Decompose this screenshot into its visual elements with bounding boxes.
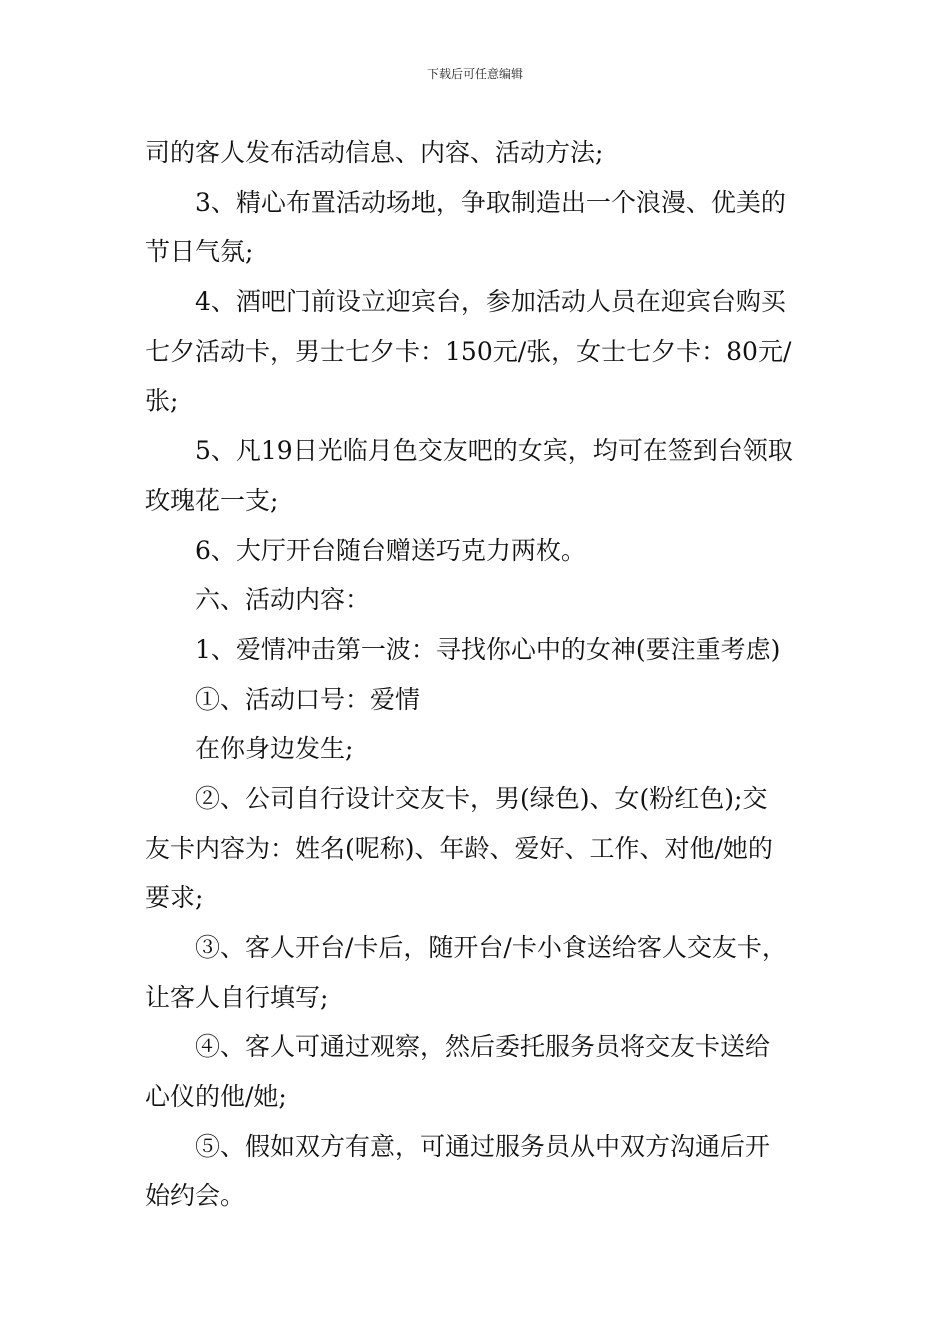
text-line: ④、客人可通过观察，然后委托服务员将交友卡送给 <box>195 1032 771 1062</box>
text-line: ⑤、假如双方有意，可通过服务员从中双方沟通后开 <box>195 1131 771 1161</box>
text-line: 心仪的他/她; <box>145 1082 287 1112</box>
page-header: 下载后可任意编辑 <box>426 67 523 81</box>
text-line: 司的客人发布活动信息、内容、活动方法; <box>145 138 604 167</box>
text-line: 七夕活动卡，男士七夕卡：150元/张，女士七夕卡：80元/ <box>145 336 792 366</box>
text-line: ②、公司自行设计交友卡，男(绿色)、女(粉红色);交 <box>195 783 768 813</box>
text-line: ①、活动口号：爱情 <box>195 684 421 714</box>
text-line: ③、客人开台/卡后，随开台/卡小食送给客人交友卡， <box>195 933 787 962</box>
text-line: 5、凡19日光临月色交友吧的女宾，均可在签到台领取 <box>195 436 793 466</box>
text-line: 玫瑰花一支; <box>145 485 279 515</box>
text-line: 让客人自行填写; <box>145 982 329 1012</box>
text-line: 在你身边发生; <box>195 734 354 764</box>
body-text <box>145 128 810 1221</box>
text-line: 节日气氛; <box>145 237 254 267</box>
text-line: 3、精心布置活动场地，争取制造出一个浪漫、优美的 <box>195 187 786 217</box>
text-line: 友卡内容为：姓名(呢称)、年龄、爱好、工作、对他/她的 <box>145 833 773 863</box>
text-line: 6、大厅开台随台赠送巧克力两枚。 <box>195 535 586 565</box>
section-heading: 六、活动内容： <box>195 585 371 615</box>
text-line: 张; <box>145 386 179 416</box>
text-line: 1、爱情冲击第一波：寻找你心中的女神(要注重考虑) <box>195 634 781 664</box>
text-line: 要求; <box>145 883 204 913</box>
text-line: 4、酒吧门前设立迎宾台，参加活动人员在迎宾台购买 <box>195 287 786 317</box>
text-line: 始约会。 <box>145 1181 246 1211</box>
